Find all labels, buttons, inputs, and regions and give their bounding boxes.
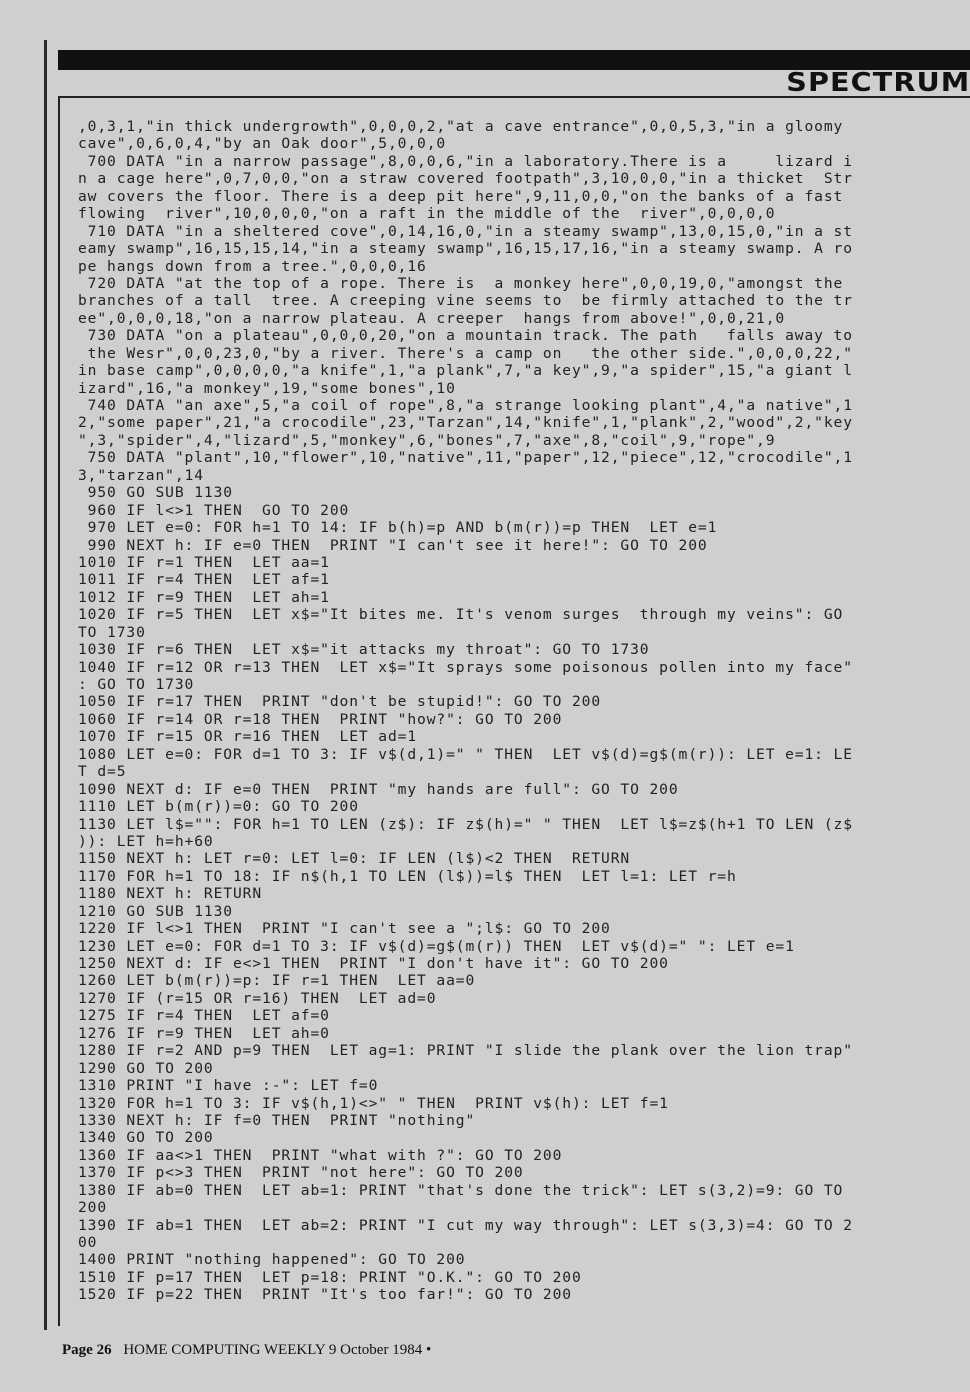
code-line: 1030 IF r=6 THEN LET x$="it attacks my throat": GO TO 1730	[78, 641, 650, 659]
code-line: 200	[78, 1199, 108, 1217]
code-line: TO 1730	[78, 623, 146, 641]
code-line: ",3,"spider",4,"lizard",5,"monkey",6,"bones",7,"axe",8,"coil",9,"rope",9	[78, 431, 776, 449]
code-line: 1210 GO SUB 1130	[78, 902, 233, 920]
code-line: ee",0,0,0,18,"on a narrow plateau. A creeper hangs from above!",0,0,21,0	[78, 309, 786, 327]
code-line: 960 IF l<>1 THEN GO TO 200	[78, 501, 350, 519]
code-line: 1020 IF r=5 THEN LET x$="It bites me. It's venom surges through my veins": GO	[78, 606, 844, 624]
code-line: n a cage here",0,7,0,0,"on a straw covered footpath",3,10,0,0,"in a thicket Str	[78, 170, 853, 188]
code-line: eamy swamp",16,15,15,14,"in a steamy swamp",16,15,17,16,"in a steamy swamp. A ro	[78, 240, 853, 258]
code-line: 1070 IF r=15 OR r=16 THEN LET ad=1	[78, 728, 418, 746]
code-line: 1010 IF r=1 THEN LET aa=1	[78, 553, 330, 571]
code-line: 950 GO SUB 1130	[78, 484, 233, 502]
code-line: 1260 LET b(m(r))=p: IF r=1 THEN LET aa=0	[78, 972, 476, 990]
code-line: 1180 NEXT h: RETURN	[78, 885, 263, 903]
code-line: 1310 PRINT "I have :-": LET f=0	[78, 1077, 379, 1095]
page-footer	[62, 1342, 431, 1359]
code-line: 990 NEXT h: IF e=0 THEN PRINT "I can't see it here!": GO TO 200	[78, 536, 708, 554]
code-line: 1275 IF r=4 THEN LET af=0	[78, 1007, 330, 1025]
code-line: 750 DATA "plant",10,"flower",10,"native",11,"paper",12,"piece",12,"crocodile",1	[78, 449, 853, 467]
code-line: 720 DATA "at the top of a rope. There is a monkey here",0,0,19,0,"amongst the	[78, 274, 844, 292]
publication-line: HOME COMPUTING WEEKLY 9 October 1984	[123, 1342, 423, 1358]
code-line: 1280 IF r=2 AND p=9 THEN LET ag=1: PRINT "I slide the plank over the lion trap"	[78, 1042, 853, 1060]
code-line: 1090 NEXT d: IF e=0 THEN PRINT "my hands are full": GO TO 200	[78, 780, 679, 798]
code-line: T d=5	[78, 763, 127, 781]
section-title: SPECTRUM	[785, 68, 970, 98]
code-line: 1060 IF r=14 OR r=18 THEN PRINT "how?": GO TO 200	[78, 710, 563, 728]
code-line: 1170 FOR h=1 TO 18: IF n$(h,1 TO LEN (l$))=l$ THEN LET l=1: LET r=h	[78, 867, 737, 885]
code-line: 1276 IF r=9 THEN LET ah=0	[78, 1024, 330, 1042]
code-line: 1400 PRINT "nothing happened": GO TO 200	[78, 1251, 466, 1269]
code-line: 1270 IF (r=15 OR r=16) THEN LET ad=0	[78, 989, 437, 1007]
page-number: Page 26	[62, 1342, 112, 1358]
code-line: 1130 LET l$="": FOR h=1 TO LEN (z$): IF z$(h)=" " THEN LET l$=z$(h+1 TO LEN (z$	[78, 815, 853, 833]
margin-rule	[44, 40, 47, 1330]
basic-listing	[78, 118, 923, 1304]
code-line: 1520 IF p=22 THEN PRINT "It's too far!": GO TO 200	[78, 1286, 572, 1304]
code-line: 970 LET e=0: FOR h=1 TO 14: IF b(h)=p AND b(m(r))=p THEN LET e=1	[78, 519, 718, 537]
code-line: 1050 IF r=17 THEN PRINT "don't be stupid!": GO TO 200	[78, 693, 602, 711]
code-line: izard",16,"a monkey",19,"some bones",10	[78, 379, 456, 397]
code-line: 740 DATA "an axe",5,"a coil of rope",8,"a strange looking plant",4,"a native",1	[78, 397, 853, 414]
code-line: cave",0,6,0,4,"by an Oak door",5,0,0,0	[78, 135, 447, 153]
code-line: 1040 IF r=12 OR r=13 THEN LET x$="It sprays some poisonous pollen into my face"	[78, 658, 853, 676]
code-line: 1250 NEXT d: IF e<>1 THEN PRINT "I don't have it": GO TO 200	[78, 955, 669, 972]
code-line: 1012 IF r=9 THEN LET ah=1	[78, 588, 330, 606]
code-line: flowing river",10,0,0,0,"on a raft in the middle of the river",0,0,0,0	[78, 205, 776, 223]
code-line: 1290 GO TO 200	[78, 1059, 214, 1077]
code-line: 00	[78, 1234, 98, 1251]
code-line: 1150 NEXT h: LET r=0: LET l=0: IF LEN (l$)<2 THEN RETURN	[78, 850, 631, 868]
code-line: )): LET h=h+60	[78, 832, 214, 850]
code-line: 1080 LET e=0: FOR d=1 TO 3: IF v$(d,1)=" " THEN LET v$(d)=g$(m(r)): LET e=1: LE	[78, 745, 853, 763]
code-line: 700 DATA "in a narrow passage",8,0,0,6,"in a laboratory.There is a lizard i	[78, 152, 853, 170]
header-bar	[58, 50, 970, 70]
code-line: 1390 IF ab=1 THEN LET ab=2: PRINT "I cut my way through": LET s(3,3)=4: GO TO 2	[78, 1216, 853, 1234]
code-line: ,0,3,1,"in thick undergrowth",0,0,0,2,"at a cave entrance",0,0,5,3,"in a gloomy	[78, 118, 844, 135]
code-line: 1011 IF r=4 THEN LET af=1	[78, 571, 330, 589]
code-line: in base camp",0,0,0,0,"a knife",1,"a plank",7,"a key",9,"a spider",15,"a giant l	[78, 362, 853, 380]
code-line: 1220 IF l<>1 THEN PRINT "I can't see a ";l$: GO TO 200	[78, 920, 611, 938]
code-line: : GO TO 1730	[78, 676, 195, 693]
code-line: 730 DATA "on a plateau",0,0,0,20,"on a mountain track. The path falls away to	[78, 327, 853, 345]
code-line: aw covers the floor. There is a deep pit here",9,11,0,0,"on the banks of a fast	[78, 187, 844, 205]
code-line: 1370 IF p<>3 THEN PRINT "not here": GO TO 200	[78, 1164, 524, 1182]
code-line: 1340 GO TO 200	[78, 1129, 214, 1147]
code-line: 1330 NEXT h: IF f=0 THEN PRINT "nothing"	[78, 1111, 476, 1129]
code-line: 1110 LET b(m(r))=0: GO TO 200	[78, 798, 359, 816]
code-line: 710 DATA "in a sheltered cove",0,14,16,0,"in a steamy swamp",13,0,15,0,"in a st	[78, 222, 853, 240]
code-line: 1320 FOR h=1 TO 3: IF v$(h,1)<>" " THEN PRINT v$(h): LET f=1	[78, 1094, 669, 1112]
code-line: 1360 IF aa<>1 THEN PRINT "what with ?": GO TO 200	[78, 1146, 563, 1164]
code-line: branches of a tall tree. A creeping vine seems to be firmly attached to the tr	[78, 292, 853, 310]
code-line: the Wesr",0,0,23,0,"by a river. There's a camp on the other side.",0,0,0,22,"	[78, 344, 853, 362]
code-line: 3,"tarzan",14	[78, 466, 204, 484]
code-line: 1380 IF ab=0 THEN LET ab=1: PRINT "that's done the trick": LET s(3,2)=9: GO TO	[78, 1181, 844, 1199]
footer-bullet: •	[425, 1342, 432, 1358]
code-line: pe hangs down from a tree.",0,0,0,16	[78, 257, 427, 275]
code-line: 2,"some paper",21,"a crocodile",23,"Tarzan",14,"knife",1,"plank",2,"wood",2,"key	[78, 414, 853, 432]
code-line: 1510 IF p=17 THEN LET p=18: PRINT "O.K.": GO TO 200	[78, 1268, 582, 1286]
code-line: 1230 LET e=0: FOR d=1 TO 3: IF v$(d)=g$(m(r)) THEN LET v$(d)=" ": LET e=1	[78, 937, 795, 955]
